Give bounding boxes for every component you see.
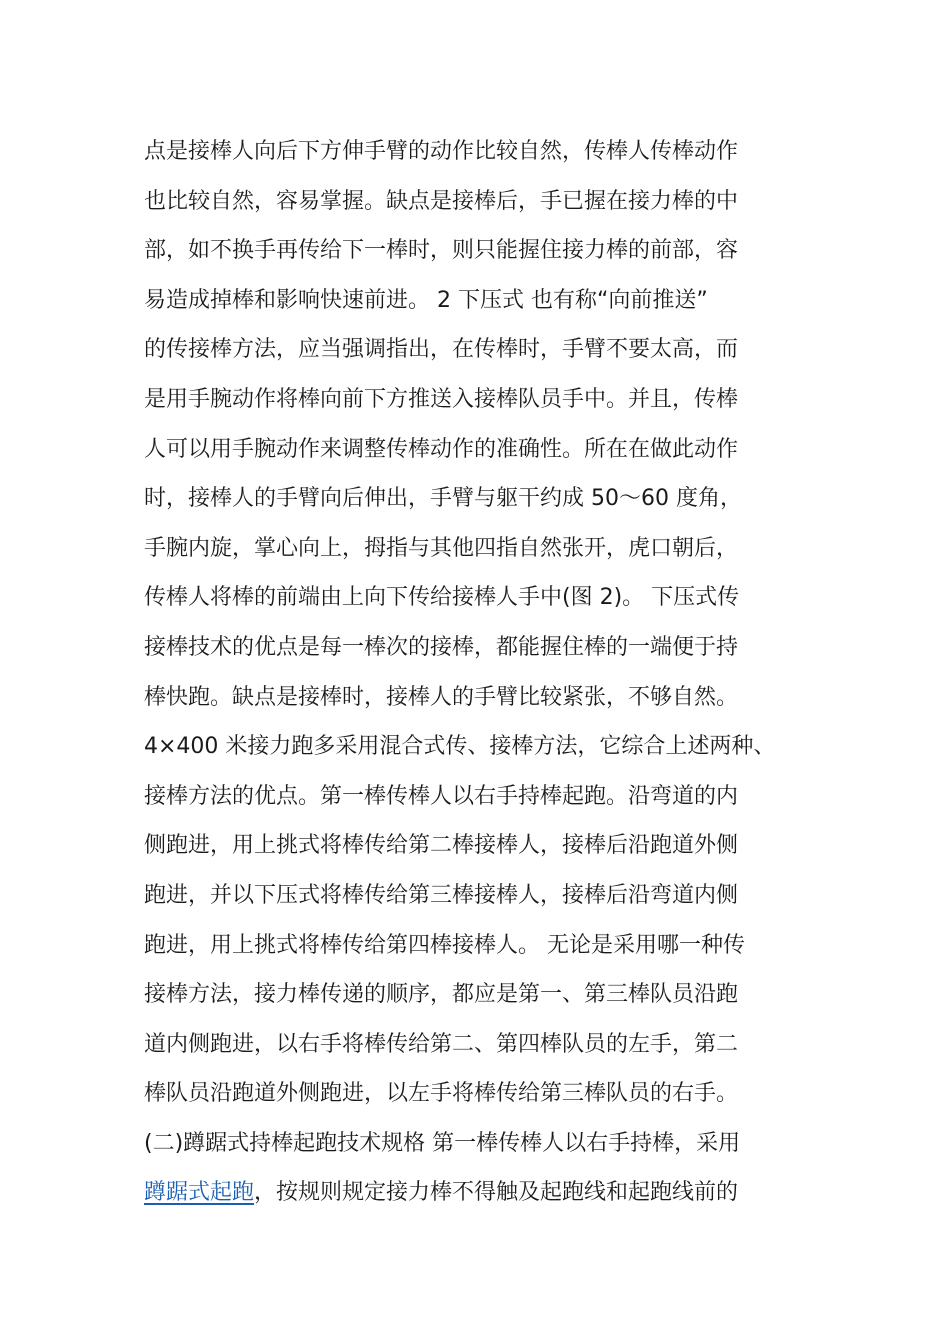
text-line: (二)蹲踞式持棒起跑技术规格 第一棒传棒人以右手持棒，采用 <box>144 1130 741 1156</box>
text-line: 侧跑进，用上挑式将棒传给第二棒接棒人，接棒后沿跑道外侧 <box>144 833 739 859</box>
text-line-with-link <box>144 1168 824 1218</box>
text-line: 易造成掉棒和影响快速前进。 2 下压式 也有称“向前推送” <box>144 287 708 313</box>
text-line: 的传接棒方法，应当强调指出，在传棒时，手臂不要太高，而 <box>144 337 739 363</box>
text-line: 也比较自然，容易掌握。缺点是接棒后，手已握在接力棒的中 <box>144 188 739 214</box>
text-line: 棒队员沿跑道外侧跑进，以左手将棒传给第三棒队员的右手。 <box>144 1081 739 1107</box>
squat-start-link[interactable]: 蹲踞式起跑 <box>144 1180 255 1206</box>
text-line: 跑进，并以下压式将棒传给第三棒接棒人，接棒后沿弯道内侧 <box>144 882 739 908</box>
text-line: 人可以用手腕动作来调整传棒动作的准确性。所在在做此动作 <box>144 436 739 462</box>
body-text <box>144 127 824 1218</box>
text-line: 道内侧跑进，以右手将棒传给第二、第四棒队员的左手，第二 <box>144 1031 739 1057</box>
text-line: 手腕内旋，掌心向上，拇指与其他四指自然张开，虎口朝后， <box>144 535 739 561</box>
text-line: 接棒技术的优点是每一棒次的接棒，都能握住棒的一端便于持 <box>144 634 739 660</box>
text-line: 4×400 米接力跑多采用混合式传、接棒方法，它综合上述两种、 <box>144 734 776 760</box>
text-line: 点是接棒人向后下方伸手臂的动作比较自然，传棒人传棒动作 <box>144 139 739 164</box>
text-line: 接棒方法，接力棒传递的顺序，都应是第一、第三棒队员沿跑 <box>144 982 739 1008</box>
text-line: 是用手腕动作将棒向前下方推送入接棒队员手中。并且，传棒 <box>144 386 739 412</box>
text-line: 时，接棒人的手臂向后伸出，手臂与躯干约成 50～60 度角， <box>144 486 742 512</box>
text-line: 传棒人将棒的前端由上向下传给接棒人手中(图 2)。 下压式传 <box>144 585 740 611</box>
text-line: 部，如不换手再传给下一棒时，则只能握住接力棒的前部，容 <box>144 238 739 264</box>
text-line: 跑进，用上挑式将棒传给第四棒接棒人。 无论是采用哪一种传 <box>144 932 745 958</box>
text-line: 棒快跑。缺点是接棒时，接棒人的手臂比较紧张，不够自然。 <box>144 684 739 710</box>
text-line-tail: ，按规则规定接力棒不得触及起跑线和起跑线前的 <box>254 1180 739 1206</box>
text-line: 接棒方法的优点。第一棒传棒人以右手持棒起跑。沿弯道的内 <box>144 783 739 809</box>
